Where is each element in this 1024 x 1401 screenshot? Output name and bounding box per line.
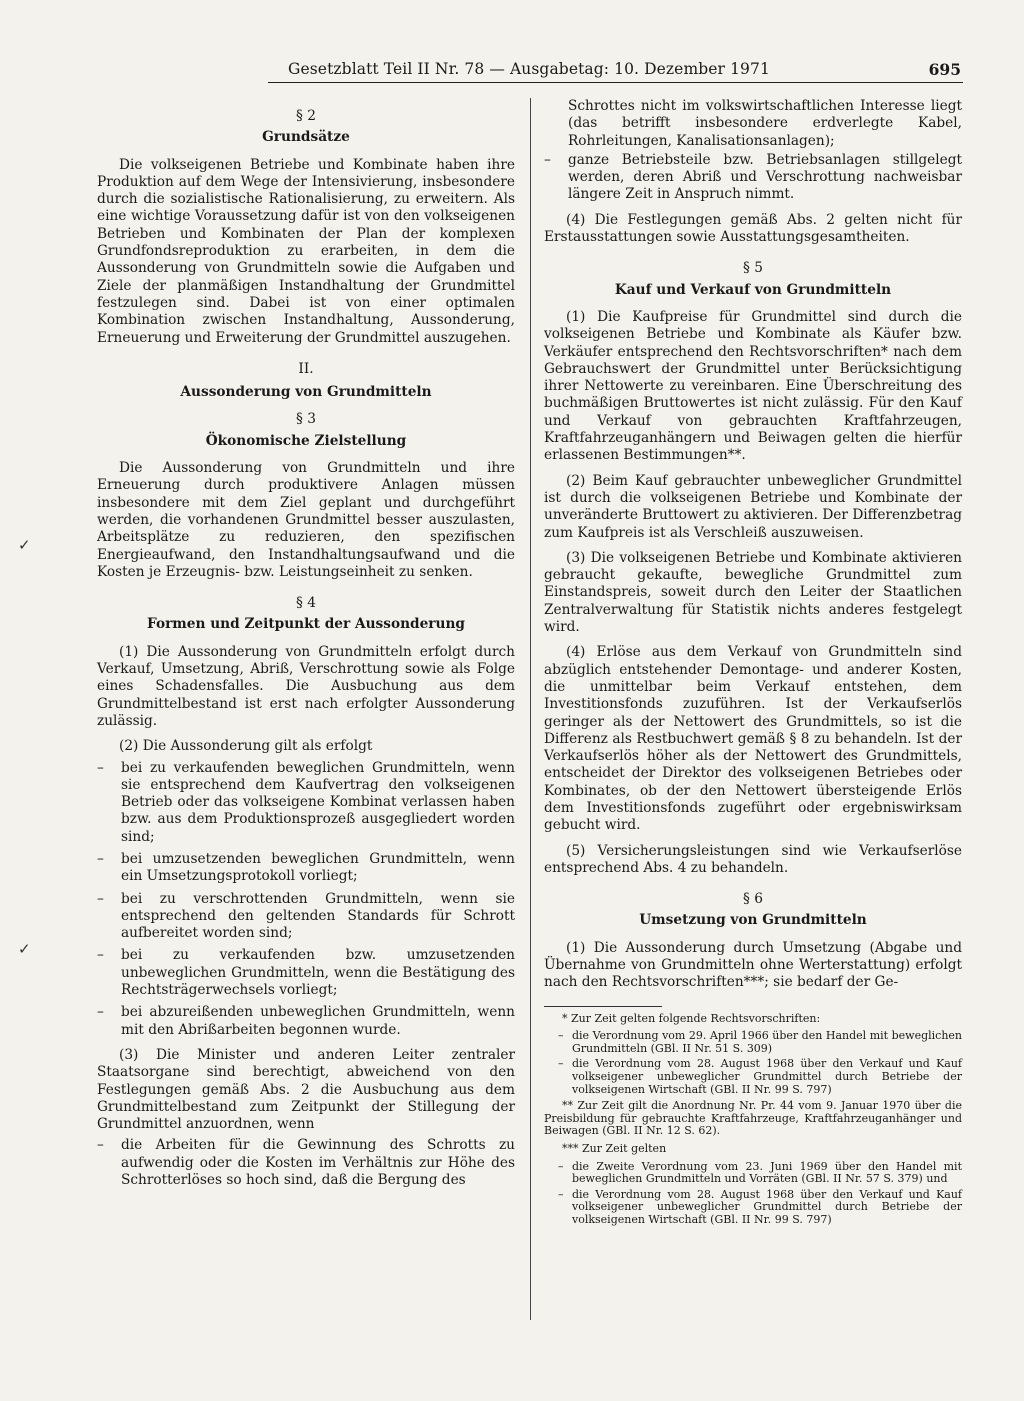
section-4-list xyxy=(97,760,515,1039)
continued-text: Schrottes nicht im volkswirtschaftlichen Interesse liegt (das betrifft insbesondere erdverlegte Kabel, Rohrleitungen, Kanalisationsanlagen); xyxy=(568,98,962,149)
list-item: – bei abzureißenden unbeweglichen Grundmitteln, wenn mit den Abrißarbeiten begonnen wurde. xyxy=(97,1004,515,1039)
footnote-2: ** Zur Zeit gilt die Anordnung Nr. Pr. 44 vom 9. Januar 1970 über die Preisbildung für gebrauchte Kraftfahrzeuge, Kraftfahrzeuganhänger und Beiwagen (GBl. II Nr. 12 S. 62). xyxy=(544,1099,962,1138)
footnote-item: – die Verordnung vom 29. April 1966 über den Handel mit beweglichen Grundmitteln (GBl. II Nr. 51 S. 309) xyxy=(544,1030,962,1055)
section-6-sign: § 6 xyxy=(743,891,763,908)
section-5-paragraph-3: (3) Die volkseigenen Betriebe und Kombinate aktivieren gebraucht gekaufte, bewegliche Grundmittel zum Einstandspreis, soweit durch den Leiter der Staatlichen Zentralverwaltung für Statistik nichts anderes festgelegt wird. xyxy=(544,549,962,636)
section-5-paragraph-1: (1) Die Kaufpreise für Grundmittel sind durch die volkseigenen Betriebe und Kombinate als Käufer bzw. Verkäufer entsprechend den Rechtsvorschriften* nach dem Gebrauchswert der Grundmittel unter Berücksichtigung ihrer Nettowerte zu vereinbaren. Eine Überschreitung des buchmäßigen Bruttowertes ist nicht zulässig. Für den Kauf und Verkauf von gebrauchten Kraftfahrzeugen, Kraftfahrzeuganhängern und Beiwagen gelten die hierfür erlassenen Bestimmungen**. xyxy=(544,308,962,464)
section-5-paragraph-5: (5) Versicherungsleistungen sind wie Verkaufserlöse entsprechend Abs. 4 zu behandeln. xyxy=(544,842,962,876)
list-item: – bei zu verkaufenden beweglichen Grundmitteln, wenn sie entsprechend dem Kaufvertrag den volkseigenen Betrieb oder das volkseigene Kombinat verlassen haben bzw. aus dem Produktionsprozeß ausgegliedert worden sind; xyxy=(97,760,515,846)
section-4-paragraph-2: (2) Die Aussonderung gilt als erfolgt xyxy=(119,738,373,755)
section-2-title: Grundsätze xyxy=(262,129,350,146)
list-item: – die Arbeiten für die Gewinnung des Schrotts zu aufwendig oder die Kosten im Verhältnis zur Höhe des Schrotterlöses so hoch sind, daß die Bergung des xyxy=(97,1137,515,1189)
chapter-title: Aussonderung von Grundmitteln xyxy=(180,384,432,401)
margin-check-mark: ✓ xyxy=(18,536,31,554)
section-5-sign: § 5 xyxy=(743,260,763,277)
section-6-paragraph-1: (1) Die Aussonderung durch Umsetzung (Abgabe und Übernahme von Grundmitteln ohne Werterstattung) erfolgt nach den Rechtsvorschriften***; sie bedarf der Ge- xyxy=(544,939,962,991)
page-number: 695 xyxy=(928,60,961,79)
section-5-paragraph-2: (2) Beim Kauf gebrauchter unbeweglicher Grundmittel ist durch die volkseigenen Betriebe und Kombinate der unveränderte Bruttowert zu aktivieren. Der Differenzbetrag zum Kaufpreis ist als Verschleiß auszuweisen. xyxy=(544,472,962,541)
footnotes xyxy=(544,1006,962,1227)
section-6-title: Umsetzung von Grundmitteln xyxy=(639,912,867,929)
section-3-paragraph: Die Aussonderung von Grundmitteln und ihre Erneuerung durch produktivere Anlagen müssen insbesondere mit dem Ziel geplant und durchgeführt werden, die vorhandenen Grundmittel besser auszulasten, Arbeitsplätze zu reduzieren, den spezifischen Energieaufwand, den Instandhaltungsaufwand und die Kosten je Erzeugnis- bzw. Leistungseinheit zu senken. xyxy=(97,460,515,580)
section-4-title: Formen und Zeitpunkt der Aussonderung xyxy=(146,616,465,633)
list-item: – bei zu verschrottenden Grundmitteln, wenn sie entsprechend den geltenden Standards für Schrott aufbereitet worden sind; xyxy=(97,891,515,943)
column-divider xyxy=(530,98,531,1320)
section-5-title: Kauf und Verkauf von Grundmitteln xyxy=(614,281,892,298)
header-title: Gesetzblatt Teil II Nr. 78 — Ausgabetag: 10. Dezember 1971 xyxy=(288,60,770,78)
footnote-1-list xyxy=(544,1030,962,1096)
section-4-sign: § 4 xyxy=(296,595,316,612)
section-4-list-2 xyxy=(97,1137,515,1189)
footnote-item: – die Verordnung vom 28. August 1968 über den Verkauf und Kauf volkseigener unbeweglicher Grundmittel durch Betriebe der volkseigenen Wirtschaft (GBl. II Nr. 99 S. 797) xyxy=(544,1058,962,1096)
footnote-3-lead: *** Zur Zeit gelten xyxy=(562,1142,667,1155)
section-2-sign: § 2 xyxy=(296,108,316,124)
footnote-item: – die Verordnung vom 28. August 1968 über den Verkauf und Kauf volkseigener unbeweglicher Grundmittel durch Betriebe der volkseigenen Wirtschaft (GBl. II Nr. 99 S. 797) xyxy=(544,1189,962,1227)
footnote-separator xyxy=(544,1006,662,1007)
list-item: – bei zu verkaufenden bzw. umzusetzenden unbeweglichen Grundmitteln, wenn die Bestätigung des Rechtsträgerwechsels vorliegt; xyxy=(97,947,515,999)
left-column xyxy=(97,98,515,1194)
section-4-paragraph-3: (3) Die Minister und anderen Leiter zentraler Staatsorgane sind berechtigt, abweichend von den Festlegungen gemäß Abs. 2 die Ausbuchung aus dem Grundmittelbestand zum Zeitpunkt der Stillegung der Grundmittel anzuordnen, wenn xyxy=(97,1046,515,1133)
continued-list xyxy=(544,152,962,204)
section-5-paragraph-4: (4) Erlöse aus dem Verkauf von Grundmitteln sind abzüglich entstehender Demontage- und anderer Kosten, die unmittelbar beim Verkauf entstehen, dem Investitionsfonds zuzuführen. Ist der Verkaufserlös geringer als der Nettowert des Grundmittels, so ist die Differenz als Restbuchwert gemäß § 8 zu behandeln. Ist der Verkaufserlös höher als der Nettowert des Grundmittels, entscheidet der Direktor des volkseigenen Betriebes oder Kombinates, ob der den Nettowert übersteigende Erlös dem Investitionsfonds zugeführt oder ergebniswirksam gebucht wird. xyxy=(544,644,962,834)
margin-check-mark: ✓ xyxy=(18,940,31,958)
footnote-item: – die Zweite Verordnung vom 23. Juni 1969 über den Handel mit beweglichen Grundmitteln und Vorräten (GBl. II Nr. 57 S. 379) und xyxy=(544,1161,962,1186)
footnote-1-lead: * Zur Zeit gelten folgende Rechtsvorschriften: xyxy=(562,1011,821,1025)
list-item: – bei umzusetzenden beweglichen Grundmitteln, wenn ein Umsetzungsprotokoll vorliegt; xyxy=(97,851,515,886)
section-4-paragraph-4: (4) Die Festlegungen gemäß Abs. 2 gelten nicht für Erstausstattungen sowie Ausstattungsgesamtheiten. xyxy=(544,211,962,246)
section-3-sign: § 3 xyxy=(296,411,316,428)
section-2-paragraph: Die volkseigenen Betriebe und Kombinate haben ihre Produktion auf dem Wege der Intensivierung, insbesondere durch die sozialistische Rationalisierung, zu erweitern. Als eine wichtige Voraussetzung dafür ist von den volkseigenen Betrieben und Kombinaten der Plan der komplexen Grundfondsreproduktion zu erarbeiten, in dem die Aussonderung von Grundmitteln sowie die Aufgaben und Ziele der planmäßigen Instandhaltung der Grundmittel festzulegen sind. Dabei ist von einer optimalen Kombination zwischen Instandhaltung, Aussonderung, Erneuerung und Erweiterung der Grundmittel auszugehen. xyxy=(97,156,515,346)
section-3-title: Ökonomische Zielstellung xyxy=(205,432,407,449)
chapter-number: II. xyxy=(298,360,314,377)
footnote-3-list xyxy=(544,1161,962,1227)
page-header xyxy=(268,60,963,83)
list-item: – ganze Betriebsteile bzw. Betriebsanlagen stillgelegt werden, deren Abriß und Verschrottung nachweisbar längere Zeit in Anspruch nimmt. xyxy=(544,152,962,204)
right-column xyxy=(544,98,962,1231)
section-4-paragraph-1: (1) Die Aussonderung von Grundmitteln erfolgt durch Verkauf, Umsetzung, Abriß, Verschrottung sowie als Folge eines Schadensfalles. Die Ausbuchung aus dem Grundmittelbestand ist erst nach erfolgter Aussonderung zulässig. xyxy=(97,643,515,729)
